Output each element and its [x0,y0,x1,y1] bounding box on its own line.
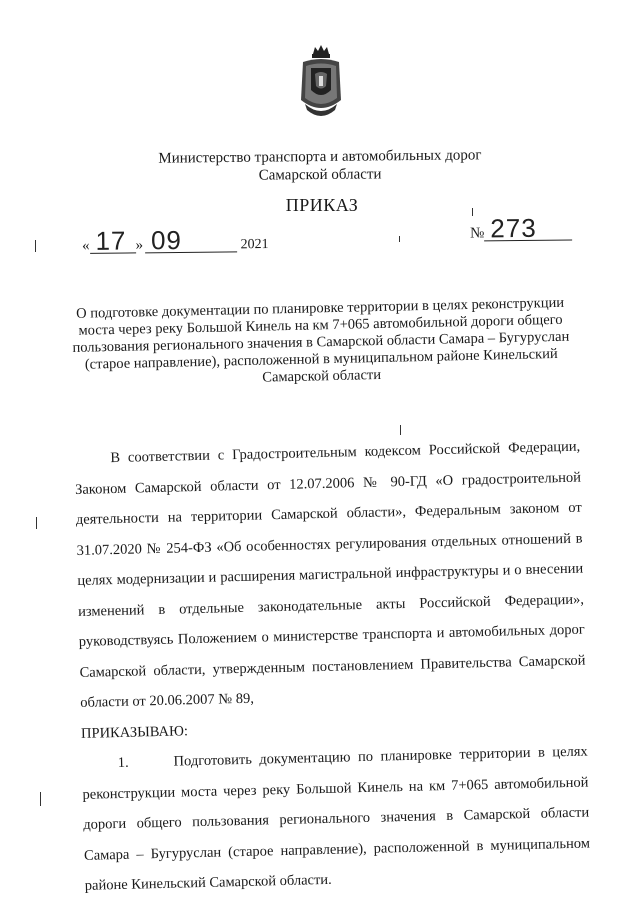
date-close-quote: » [135,237,144,254]
scan-mark [400,425,401,435]
number-sign: № [469,225,485,242]
document-number [469,212,573,244]
order-item-text: Подготовить документацию по планировке территории в целях реконструкции моста через реку Большой Кинель на км 7+065 автомобильной дороги общего пользования регионального значения в Самарской области Самара – Бугуруслан (старое направление), расположенной в муниципальном районе Кинельский Самарской области. [82,743,591,894]
document-date [81,224,269,256]
order-item-1 [81,737,591,902]
date-year: 2021 [240,237,269,253]
scan-mark [36,517,37,529]
document-type: ПРИКАЗ [285,195,359,215]
document-body [74,432,591,902]
date-month: 09 [145,227,237,253]
date-day: 17 [89,228,135,253]
number-value: 273 [484,215,572,241]
date-open-quote: « [81,237,90,254]
scan-mark [399,236,400,242]
preamble-paragraph: В соответствии с Градостроительным кодексом Российской Федерации, Законом Самарской области от 12.07.2006 № 90-ГД «О градостроительной деятельности на территории Самарской области», Федеральным законом от 31.07.2020 № 254-ФЗ «Об особенностях регулирования отдельных отношений в целях модернизации и расширения магистральной инфраструктуры и о внесении изменений в отдельные законодательные акты Российской Федерации», руководствуясь Положением о министерстве транспорта и автомобильных дорог Самарской области, утвержденным постановлением Правительства Самарской области от 20.06.2007 № 89, [74,438,586,711]
document-subject: О подготовке документации по планировке территории в целях реконструкции моста через реку Большой Кинель на км 7+065 автомобильной дороги общего пользования регионального значения в Самарской области Самара – Бугуруслан (старое направление), расположенной в муниципальном районе Кинельский Самарской области [72,294,570,386]
scan-mark [35,240,36,252]
scan-mark [40,792,41,806]
ministry-title [150,146,490,186]
orders-heading: ПРИКАЗЫВАЮ: [80,722,189,742]
coat-of-arms-icon [299,44,343,122]
scan-mark [472,208,473,216]
ministry-line-1: Министерство транспорта и автомобильных дорог [158,147,482,167]
ministry-line-2: Самарской области [258,166,382,184]
order-item-number: 1. [117,754,129,772]
